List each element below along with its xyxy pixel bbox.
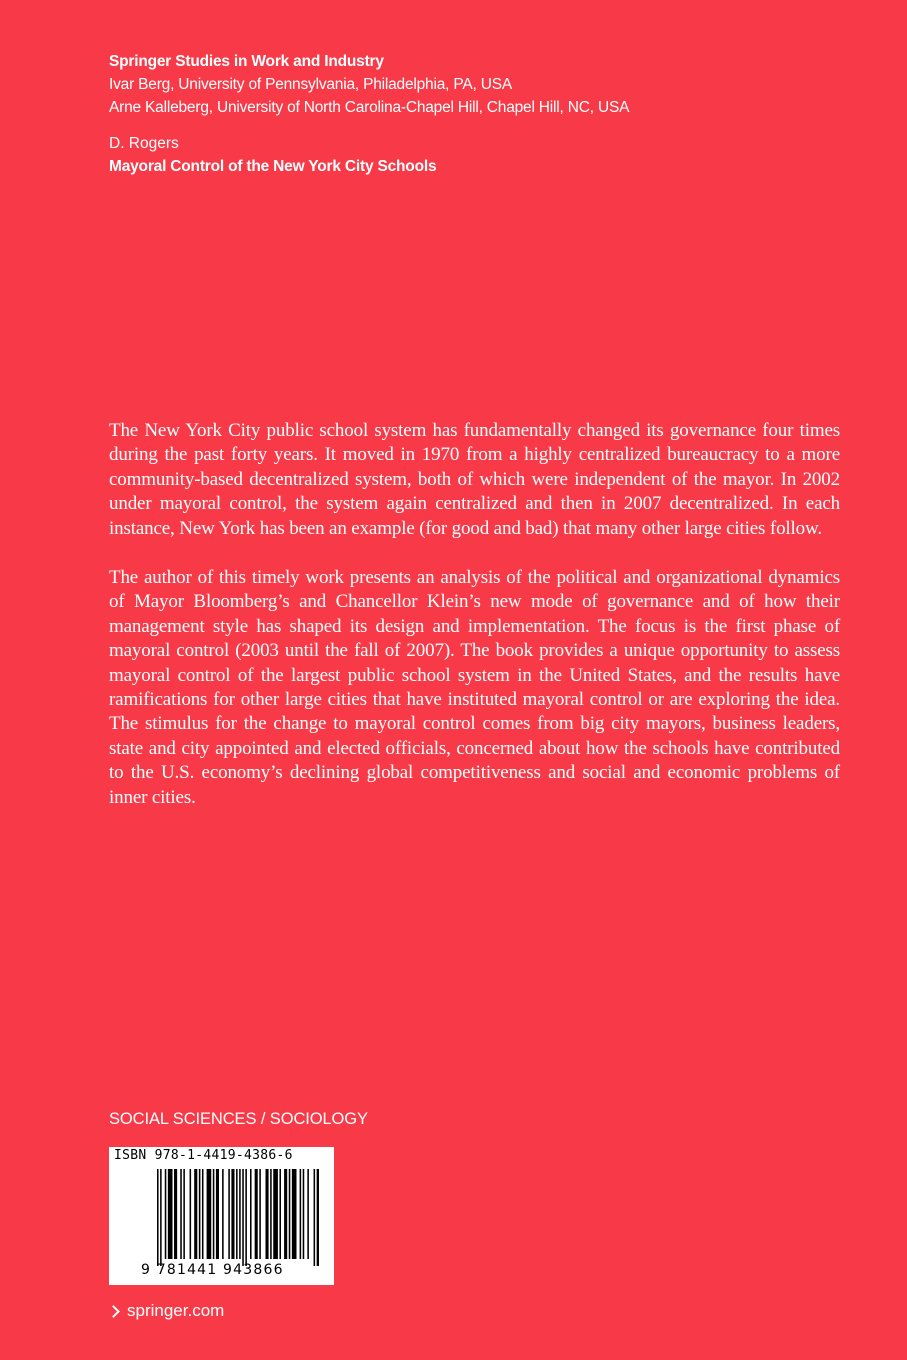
barcode-bar xyxy=(245,1169,247,1266)
website-label: springer.com xyxy=(127,1301,225,1320)
barcode-bar xyxy=(307,1169,309,1259)
blurb xyxy=(109,419,840,810)
barcode-bar xyxy=(236,1169,238,1259)
barcode-bar xyxy=(168,1169,173,1259)
barcode-bar xyxy=(180,1169,182,1259)
isbn-label: ISBN 978-1-4419-4386-6 xyxy=(114,1148,293,1163)
barcode-bar xyxy=(279,1169,281,1259)
barcode-bar xyxy=(190,1169,192,1259)
barcode-bar xyxy=(194,1169,197,1259)
barcode-bar xyxy=(228,1169,230,1259)
barcode-bar xyxy=(157,1169,159,1266)
barcode-bar xyxy=(165,1169,167,1259)
barcode-bar xyxy=(239,1169,241,1259)
barcode-bar xyxy=(303,1169,305,1259)
barcode-bar xyxy=(174,1169,177,1259)
isbn-barcode xyxy=(109,1147,334,1285)
website-link[interactable] xyxy=(109,1301,224,1321)
barcode-bars xyxy=(157,1169,319,1269)
barcode-bar xyxy=(255,1169,258,1259)
barcode-bar xyxy=(207,1169,212,1259)
barcode-bar xyxy=(289,1169,291,1259)
barcode-bar xyxy=(300,1169,302,1259)
subject-category: SOCIAL SCIENCES / SOCIOLOGY xyxy=(109,1110,368,1128)
blurb-paragraph: The New York City public school system has fundamentally changed its governance four times during the past forty years. It moved in 1970 from a highly centralized bureaucracy to a more community-based decentralized system, both of which were independent of the mayor. In 2002 under mayoral control, the system again centralized and then in 2007 decentralized. In each instance, New York has been an example (for good and bad) that many other large cities follow. xyxy=(109,420,840,539)
barcode-bar xyxy=(250,1169,252,1259)
barcode-bar xyxy=(160,1169,162,1266)
series-editor: Arne Kalleberg, University of North Carolina-Chapel Hill, Chapel Hill, NC, USA xyxy=(109,99,630,116)
barcode-bar xyxy=(317,1169,319,1266)
barcode-bar xyxy=(202,1169,204,1259)
book-title: Mayoral Control of the New York City Schools xyxy=(109,158,437,175)
barcode-bar xyxy=(213,1169,215,1259)
blurb-paragraph: The author of this timely work presents an analysis of the political and organizational dynamics of Mayor Bloomberg’s and Chancellor Klein’s new mode of governance and of how their management style has shaped its design and implementation. The focus is the first phase of mayoral control (2003 until the fall of 2007). The book provides a unique opportunity to assess mayoral control of the largest public school system in the United States, and the results have ramifications for other large cities that have instituted mayoral control or are exploring the idea. The stimulus for the change to mayoral control comes from big city mayors, business leaders, state and city appointed and elected officials, concerned about how the schools have contributed to the U.S. economy’s declining global competitiveness and social and economic problems of inner cities. xyxy=(109,567,840,808)
barcode-bar xyxy=(199,1169,201,1259)
barcode-bar xyxy=(216,1169,219,1259)
barcode-bar xyxy=(242,1169,244,1266)
book-author: D. Rogers xyxy=(109,135,179,152)
barcode-bar xyxy=(259,1169,261,1259)
barcode-bar xyxy=(314,1169,316,1266)
barcode-bar xyxy=(292,1169,297,1259)
barcode-bar xyxy=(270,1169,272,1259)
barcode-bar xyxy=(284,1169,287,1259)
barcode-bar xyxy=(231,1169,234,1259)
barcode-bar xyxy=(222,1169,224,1259)
ean-digits: 9 781441 943866 xyxy=(141,1262,284,1278)
barcode-bar xyxy=(183,1169,185,1259)
series-title: Springer Studies in Work and Industry xyxy=(109,53,384,70)
series-editor: Ivar Berg, University of Pennsylvania, Philadelphia, PA, USA xyxy=(109,76,512,93)
barcode-bar xyxy=(273,1169,278,1259)
chevron-right-icon xyxy=(107,1305,120,1318)
barcode-bar xyxy=(266,1169,269,1259)
header xyxy=(109,50,869,178)
